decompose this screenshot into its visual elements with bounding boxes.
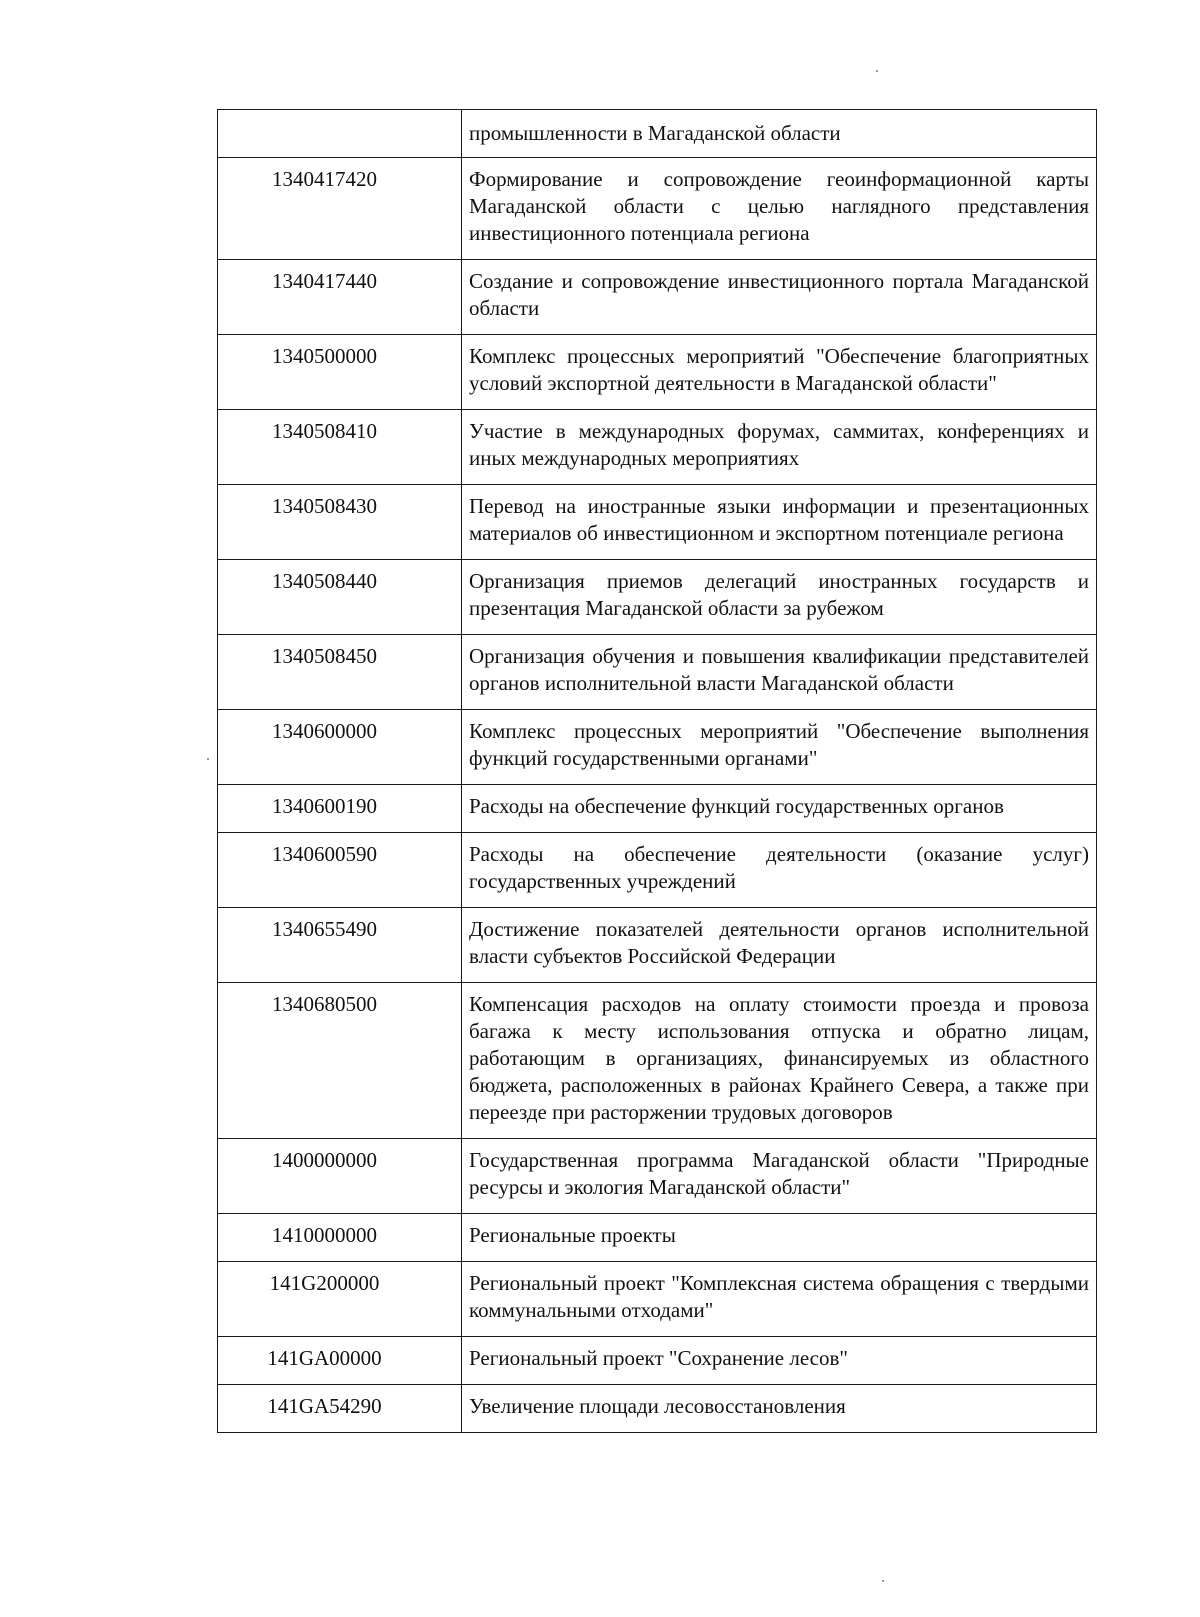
row-code: 1410000000 <box>218 1214 462 1262</box>
row-code: 1340508440 <box>218 560 462 635</box>
row-description: Создание и сопровождение инвестиционного портала Магаданской области <box>462 260 1097 335</box>
row-code: 1400000000 <box>218 1139 462 1214</box>
row-code <box>218 110 462 158</box>
row-description: Региональный проект "Комплексная система обращения с твердыми коммунальными отходами" <box>462 1262 1097 1337</box>
row-description: Организация приемов делегаций иностранных государств и презентация Магаданской области за рубежом <box>462 560 1097 635</box>
row-code: 1340508450 <box>218 635 462 710</box>
row-description: Компенсация расходов на оплату стоимости проезда и провоза багажа к месту использования отпуска и обратно лицам, работающим в организациях, финансируемых из областного бюджета, расположенных в районах Крайнего Севера, а также при переезде при расторжении трудовых договоров <box>462 983 1097 1139</box>
row-code: 1340600590 <box>218 833 462 908</box>
scan-speck <box>882 1580 884 1582</box>
row-code: 1340600000 <box>218 710 462 785</box>
table-row <box>218 1139 1097 1214</box>
row-code: 1340508410 <box>218 410 462 485</box>
table-row <box>218 260 1097 335</box>
row-code: 1340417440 <box>218 260 462 335</box>
table-row <box>218 1262 1097 1337</box>
row-description: Достижение показателей деятельности органов исполнительной власти субъектов Российской Федерации <box>462 908 1097 983</box>
table-row <box>218 833 1097 908</box>
table-row <box>218 785 1097 833</box>
row-code: 141GA54290 <box>218 1385 462 1433</box>
row-description: Государственная программа Магаданской области "Природные ресурсы и экология Магаданской области" <box>462 1139 1097 1214</box>
scan-speck <box>876 70 878 72</box>
row-description: Региональные проекты <box>462 1214 1097 1262</box>
row-code: 141GA00000 <box>218 1337 462 1385</box>
row-description: Расходы на обеспечение деятельности (оказание услуг) государственных учреждений <box>462 833 1097 908</box>
table-row <box>218 908 1097 983</box>
row-description: Комплекс процессных мероприятий "Обеспечение выполнения функций государственными органами" <box>462 710 1097 785</box>
row-code: 1340417420 <box>218 158 462 260</box>
row-description: Расходы на обеспечение функций государственных органов <box>462 785 1097 833</box>
table-row <box>218 158 1097 260</box>
table-row <box>218 1385 1097 1433</box>
row-code: 1340508430 <box>218 485 462 560</box>
table-row <box>218 410 1097 485</box>
table-row <box>218 1214 1097 1262</box>
row-code: 1340500000 <box>218 335 462 410</box>
row-code: 1340600190 <box>218 785 462 833</box>
row-description: Организация обучения и повышения квалификации представителей органов исполнительной власти Магаданской области <box>462 635 1097 710</box>
table-row <box>218 560 1097 635</box>
table-row <box>218 710 1097 785</box>
row-code: 141G200000 <box>218 1262 462 1337</box>
row-description: Формирование и сопровождение геоинформационной карты Магаданской области с целью наглядного представления инвестиционного потенциала региона <box>462 158 1097 260</box>
row-code: 1340655490 <box>218 908 462 983</box>
table-body <box>218 110 1097 1433</box>
row-description: Региональный проект "Сохранение лесов" <box>462 1337 1097 1385</box>
table-row <box>218 983 1097 1139</box>
scan-speck <box>207 758 209 760</box>
budget-classification-table <box>217 109 1097 1433</box>
table-row <box>218 485 1097 560</box>
table-row <box>218 110 1097 158</box>
row-description: Перевод на иностранные языки информации и презентационных материалов об инвестиционном и экспортном потенциале региона <box>462 485 1097 560</box>
row-code: 1340680500 <box>218 983 462 1139</box>
row-description: Комплекс процессных мероприятий "Обеспечение благоприятных условий экспортной деятельности в Магаданской области" <box>462 335 1097 410</box>
row-description: Участие в международных форумах, саммитах, конференциях и иных международных мероприятиях <box>462 410 1097 485</box>
row-description: промышленности в Магаданской области <box>462 110 1097 158</box>
row-description: Увеличение площади лесовосстановления <box>462 1385 1097 1433</box>
table-row <box>218 635 1097 710</box>
table-row <box>218 1337 1097 1385</box>
table-row <box>218 335 1097 410</box>
